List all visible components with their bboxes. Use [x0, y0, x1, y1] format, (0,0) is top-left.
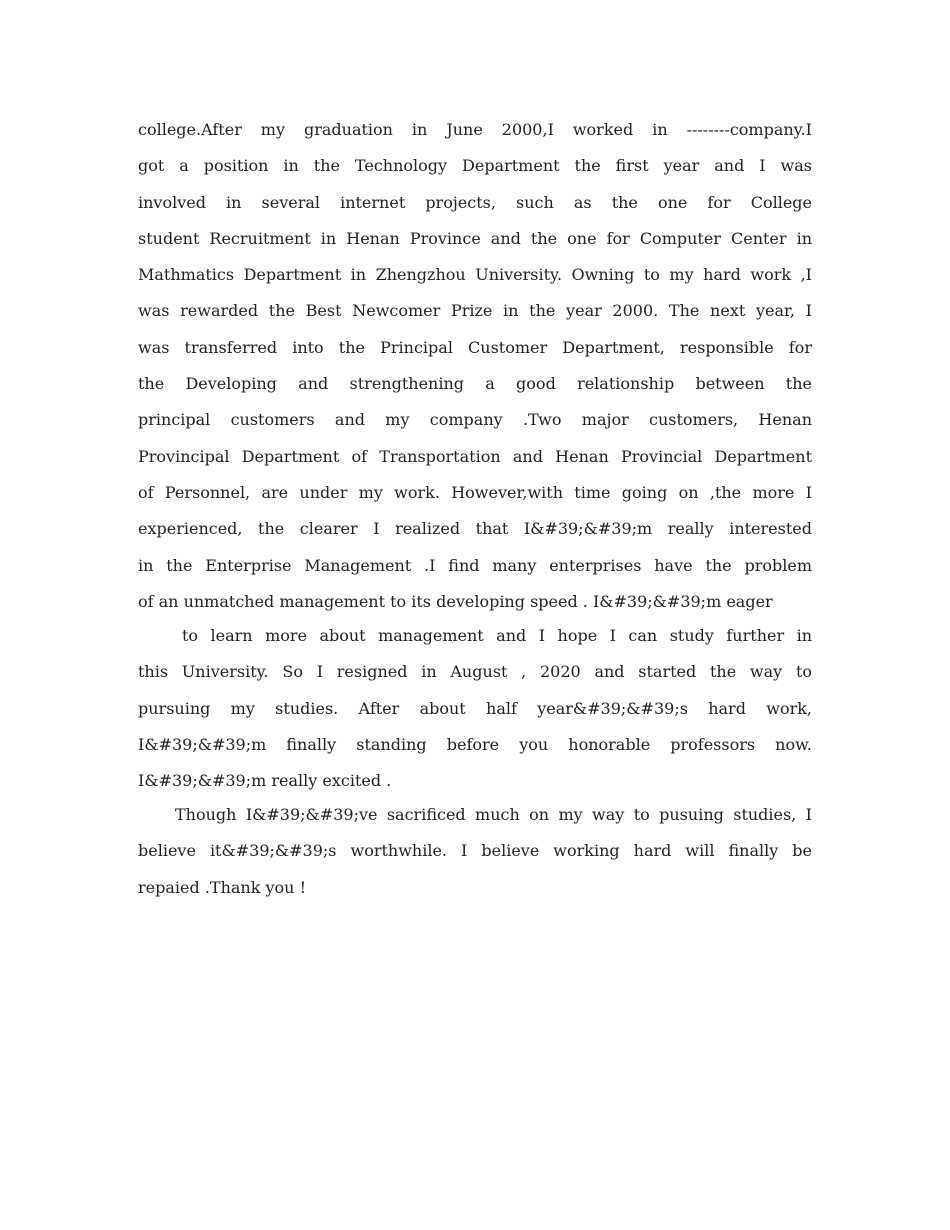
text-line: in the Enterprise Management .I find many enterprises have the problem [138, 555, 812, 575]
text-line: student Recruitment in Henan Province and the one for Computer Center in [138, 228, 812, 248]
text-line: got a position in the Technology Department the first year and I was [138, 156, 812, 176]
text-line: the Developing and strengthening a good relationship between the [138, 374, 812, 394]
text-line: Provincipal Department of Transportation and Henan Provincial Department [138, 446, 812, 466]
text-line: was transferred into the Principal Customer Department, responsible for [138, 337, 812, 357]
paragraph-2 [138, 618, 812, 799]
text-line: experienced, the clearer I realized that I&#39;&#39;m really interested [138, 519, 812, 539]
text-line: college.After my graduation in June 2000,I worked in --------company.I [138, 120, 812, 139]
text-line: I&#39;&#39;m finally standing before you honorable professors now. [138, 734, 812, 754]
text-line: was rewarded the Best Newcomer Prize in the year 2000. The next year, I [138, 301, 812, 321]
text-line: repaied .Thank you ! [138, 877, 306, 897]
text-line: this University. So I resigned in August , 2020 and started the way to [138, 662, 812, 682]
text-line: to learn more about management and I hope I can study further in [182, 626, 812, 645]
paragraph-1 [138, 112, 812, 620]
text-line: Mathmatics Department in Zhengzhou University. Owning to my hard work ,I [138, 265, 812, 285]
text-line: involved in several internet projects, such as the one for College [138, 192, 812, 212]
text-line: of Personnel, are under my work. However,with time going on ,the more I [138, 482, 812, 502]
text-line: I&#39;&#39;m really excited . [138, 771, 392, 791]
text-line: Though I&#39;&#39;ve sacrificed much on my way to pusuing studies, I [175, 805, 812, 824]
text-line: of an unmatched management to its developing speed . I&#39;&#39;m eager [138, 591, 773, 611]
text-line: pursuing my studies. After about half year&#39;&#39;s hard work, [138, 698, 812, 718]
paragraph-3 [138, 797, 812, 906]
text-line: believe it&#39;&#39;s worthwhile. I believe working hard will finally be [138, 841, 812, 861]
text-line: principal customers and my company .Two major customers, Henan [138, 410, 812, 430]
